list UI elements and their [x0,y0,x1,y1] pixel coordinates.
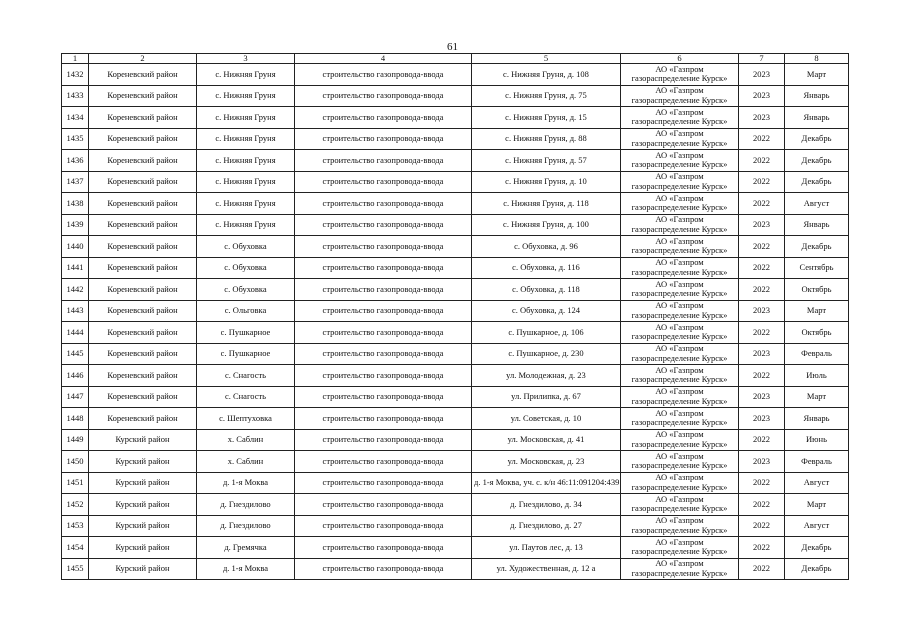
year-cell: 2023 [739,343,785,365]
month-cell: Декабрь [785,537,849,559]
organization-name-line-1: АО «Газпром [655,515,704,526]
work-type-cell: строительство газопровода-ввода [295,193,472,215]
district-cell: Курский район [89,472,197,494]
address-cell: ул. Московская, д. 41 [472,429,621,451]
year-cell: 2023 [739,386,785,408]
district-cell: Кореневский район [89,300,197,322]
organization-name-line-1: АО «Газпром [655,364,704,375]
year-cell: 2022 [739,279,785,301]
organization-name-line-1: АО «Газпром [655,450,704,461]
organization-name-line-1: АО «Газпром [655,386,704,397]
row-number-cell: 1433 [62,85,89,107]
year-cell: 2022 [739,236,785,258]
organization-cell [621,558,739,580]
table-row [62,64,849,86]
district-cell: Кореневский район [89,408,197,430]
organization-name-line-2: газораспределение Курск» [631,180,728,191]
organization-cell [621,429,739,451]
work-type-cell: строительство газопровода-ввода [295,214,472,236]
work-type-cell: строительство газопровода-ввода [295,408,472,430]
district-cell: Кореневский район [89,85,197,107]
table-row [62,408,849,430]
row-number-cell: 1438 [62,193,89,215]
locality-cell: с. Обуховка [197,236,295,258]
address-cell: с. Пушкарное, д. 230 [472,343,621,365]
address-cell: с. Нижняя Груня, д. 100 [472,214,621,236]
organization-name-line-2: газораспределение Курск» [631,159,728,170]
month-cell: Декабрь [785,171,849,193]
year-cell: 2022 [739,494,785,516]
row-number-cell: 1445 [62,343,89,365]
month-cell: Март [785,300,849,322]
organization-name-line-2: газораспределение Курск» [631,137,728,148]
year-cell: 2022 [739,515,785,537]
row-number-cell: 1440 [62,236,89,258]
locality-cell: с. Нижняя Груня [197,107,295,129]
address-cell: с. Нижняя Груня, д. 118 [472,193,621,215]
row-number-cell: 1436 [62,150,89,172]
organization-name-line-2: газораспределение Курск» [631,503,728,514]
address-cell: с. Нижняя Груня, д. 108 [472,64,621,86]
organization-cell [621,193,739,215]
district-cell: Кореневский район [89,150,197,172]
locality-cell: с. Обуховка [197,279,295,301]
organization-name-line-2: газораспределение Курск» [631,567,728,578]
organization-name-line-2: газораспределение Курск» [631,374,728,385]
year-cell: 2023 [739,85,785,107]
work-type-cell: строительство газопровода-ввода [295,386,472,408]
row-number-cell: 1434 [62,107,89,129]
organization-cell [621,279,739,301]
address-cell: с. Обуховка, д. 96 [472,236,621,258]
address-cell: ул. Советская, д. 10 [472,408,621,430]
district-cell: Кореневский район [89,128,197,150]
district-cell: Кореневский район [89,279,197,301]
locality-cell: х. Саблин [197,429,295,451]
work-type-cell: строительство газопровода-ввода [295,494,472,516]
organization-cell [621,85,739,107]
row-number-cell: 1441 [62,257,89,279]
column-number-2: 2 [89,54,197,64]
year-cell: 2022 [739,429,785,451]
district-cell: Кореневский район [89,386,197,408]
year-cell: 2023 [739,64,785,86]
organization-cell [621,386,739,408]
organization-name-line-2: газораспределение Курск» [631,395,728,406]
address-cell: с. Нижняя Груня, д. 10 [472,171,621,193]
organization-name-line-1: АО «Газпром [655,493,704,504]
locality-cell: д. Гнездилово [197,515,295,537]
address-cell: ул. Московская, д. 23 [472,451,621,473]
month-cell: Март [785,386,849,408]
month-cell: Декабрь [785,236,849,258]
table-row [62,214,849,236]
organization-name-line-2: газораспределение Курск» [631,266,728,277]
table-row [62,128,849,150]
month-cell: Февраль [785,343,849,365]
row-number-cell: 1435 [62,128,89,150]
column-number-5: 5 [472,54,621,64]
organization-name-line-1: АО «Газпром [655,536,704,547]
work-type-cell: строительство газопровода-ввода [295,472,472,494]
address-cell: с. Обуховка, д. 118 [472,279,621,301]
locality-cell: с. Обуховка [197,257,295,279]
row-number-cell: 1443 [62,300,89,322]
month-cell: Сентябрь [785,257,849,279]
organization-cell [621,214,739,236]
row-number-cell: 1450 [62,451,89,473]
year-cell: 2022 [739,150,785,172]
year-cell: 2022 [739,257,785,279]
row-number-cell: 1439 [62,214,89,236]
address-cell: д. Гнездилово, д. 34 [472,494,621,516]
row-number-cell: 1453 [62,515,89,537]
locality-cell: д. 1-я Моква [197,472,295,494]
table-row [62,386,849,408]
locality-cell: с. Ольговка [197,300,295,322]
organization-name-line-1: АО «Газпром [655,429,704,440]
organization-cell [621,107,739,129]
row-number-cell: 1437 [62,171,89,193]
month-cell: Март [785,494,849,516]
table-row [62,279,849,301]
organization-name-line-2: газораспределение Курск» [631,202,728,213]
locality-cell: с. Нижняя Груня [197,64,295,86]
organization-name-line-1: АО «Газпром [655,214,704,225]
organization-name-line-2: газораспределение Курск» [631,331,728,342]
month-cell: Август [785,515,849,537]
row-number-cell: 1446 [62,365,89,387]
month-cell: Август [785,193,849,215]
work-type-cell: строительство газопровода-ввода [295,171,472,193]
month-cell: Январь [785,107,849,129]
month-cell: Июль [785,365,849,387]
work-type-cell: строительство газопровода-ввода [295,128,472,150]
work-type-cell: строительство газопровода-ввода [295,451,472,473]
year-cell: 2022 [739,128,785,150]
organization-cell [621,257,739,279]
work-type-cell: строительство газопровода-ввода [295,515,472,537]
organization-cell [621,128,739,150]
locality-cell: с. Пушкарное [197,322,295,344]
address-cell: с. Нижняя Груня, д. 57 [472,150,621,172]
year-cell: 2022 [739,558,785,580]
table-row [62,558,849,580]
district-cell: Кореневский район [89,193,197,215]
column-number-8: 8 [785,54,849,64]
row-number-cell: 1451 [62,472,89,494]
locality-cell: с. Нижняя Груня [197,85,295,107]
locality-cell: с. Снагость [197,365,295,387]
table-row [62,494,849,516]
district-cell: Курский район [89,451,197,473]
year-cell: 2022 [739,322,785,344]
address-cell: д. 1-я Моква, уч. с. к/н 46:11:091204:439 [472,472,621,494]
row-number-cell: 1452 [62,494,89,516]
year-cell: 2023 [739,300,785,322]
gas-connection-registry-table [61,53,849,580]
locality-cell: с. Нижняя Груня [197,150,295,172]
table-body [62,64,849,580]
district-cell: Кореневский район [89,214,197,236]
month-cell: Февраль [785,451,849,473]
organization-name-line-1: АО «Газпром [655,558,704,569]
work-type-cell: строительство газопровода-ввода [295,279,472,301]
table-row [62,429,849,451]
organization-name-line-2: газораспределение Курск» [631,94,728,105]
organization-name-line-1: АО «Газпром [655,321,704,332]
column-number-1: 1 [62,54,89,64]
work-type-cell: строительство газопровода-ввода [295,537,472,559]
organization-name-line-2: газораспределение Курск» [631,460,728,471]
organization-cell [621,451,739,473]
address-cell: ул. Молодежная, д. 23 [472,365,621,387]
organization-name-line-1: АО «Газпром [655,192,704,203]
organization-name-line-1: АО «Газпром [655,149,704,160]
organization-name-line-1: АО «Газпром [655,278,704,289]
organization-cell [621,365,739,387]
organization-name-line-2: газораспределение Курск» [631,438,728,449]
organization-cell [621,343,739,365]
organization-cell [621,64,739,86]
locality-cell: с. Шептуховка [197,408,295,430]
table-row [62,300,849,322]
organization-name-line-1: АО «Газпром [655,106,704,117]
row-number-cell: 1447 [62,386,89,408]
organization-name-line-2: газораспределение Курск» [631,116,728,127]
locality-cell: д. Гремячка [197,537,295,559]
table-row [62,107,849,129]
organization-name-line-2: газораспределение Курск» [631,352,728,363]
table-row [62,85,849,107]
work-type-cell: строительство газопровода-ввода [295,64,472,86]
year-cell: 2022 [739,171,785,193]
column-number-7: 7 [739,54,785,64]
district-cell: Курский район [89,429,197,451]
work-type-cell: строительство газопровода-ввода [295,365,472,387]
district-cell: Курский район [89,494,197,516]
row-number-cell: 1442 [62,279,89,301]
organization-name-line-1: АО «Газпром [655,257,704,268]
address-cell: д. Гнездилово, д. 27 [472,515,621,537]
column-number-6: 6 [621,54,739,64]
locality-cell: с. Пушкарное [197,343,295,365]
table-row [62,365,849,387]
organization-name-line-2: газораспределение Курск» [631,223,728,234]
locality-cell: д. Гнездилово [197,494,295,516]
organization-name-line-1: АО «Газпром [655,235,704,246]
organization-name-line-2: газораспределение Курск» [631,417,728,428]
work-type-cell: строительство газопровода-ввода [295,300,472,322]
address-cell: ул. Прилипка, д. 67 [472,386,621,408]
month-cell: Март [785,64,849,86]
column-number-header-row [62,54,849,64]
locality-cell: с. Нижняя Груня [197,171,295,193]
row-number-cell: 1432 [62,64,89,86]
address-cell: ул. Паутов лес, д. 13 [472,537,621,559]
month-cell: Январь [785,85,849,107]
organization-name-line-2: газораспределение Курск» [631,481,728,492]
district-cell: Кореневский район [89,257,197,279]
month-cell: Декабрь [785,558,849,580]
work-type-cell: строительство газопровода-ввода [295,236,472,258]
organization-name-line-1: АО «Газпром [655,472,704,483]
organization-cell [621,494,739,516]
district-cell: Курский район [89,558,197,580]
table-row [62,171,849,193]
locality-cell: с. Нижняя Груня [197,193,295,215]
table-row [62,537,849,559]
address-cell: с. Обуховка, д. 124 [472,300,621,322]
organization-name-line-2: газораспределение Курск» [631,73,728,84]
year-cell: 2023 [739,408,785,430]
district-cell: Курский район [89,537,197,559]
organization-cell [621,150,739,172]
table-row [62,236,849,258]
organization-cell [621,408,739,430]
organization-name-line-2: газораспределение Курск» [631,309,728,320]
month-cell: Август [785,472,849,494]
organization-name-line-2: газораспределение Курск» [631,524,728,535]
year-cell: 2022 [739,193,785,215]
district-cell: Кореневский район [89,64,197,86]
address-cell: с. Пушкарное, д. 106 [472,322,621,344]
district-cell: Кореневский район [89,322,197,344]
row-number-cell: 1448 [62,408,89,430]
year-cell: 2022 [739,472,785,494]
table-row [62,150,849,172]
district-cell: Курский район [89,515,197,537]
organization-name-line-2: газораспределение Курск» [631,546,728,557]
address-cell: ул. Художественная, д. 12 а [472,558,621,580]
table-row [62,193,849,215]
row-number-cell: 1455 [62,558,89,580]
column-number-4: 4 [295,54,472,64]
month-cell: Январь [785,408,849,430]
work-type-cell: строительство газопровода-ввода [295,429,472,451]
table-row [62,257,849,279]
locality-cell: с. Снагость [197,386,295,408]
month-cell: Октябрь [785,279,849,301]
district-cell: Кореневский район [89,343,197,365]
page-number: 61 [447,41,458,53]
month-cell: Октябрь [785,322,849,344]
district-cell: Кореневский район [89,365,197,387]
table-row [62,322,849,344]
organization-name-line-1: АО «Газпром [655,63,704,74]
organization-name-line-1: АО «Газпром [655,128,704,139]
organization-cell [621,236,739,258]
organization-name-line-2: газораспределение Курск» [631,245,728,256]
table-row [62,451,849,473]
work-type-cell: строительство газопровода-ввода [295,257,472,279]
address-cell: с. Нижняя Груня, д. 75 [472,85,621,107]
organization-cell [621,472,739,494]
address-cell: с. Обуховка, д. 116 [472,257,621,279]
organization-name-line-1: АО «Газпром [655,343,704,354]
organization-name-line-1: АО «Газпром [655,85,704,96]
locality-cell: с. Нижняя Груня [197,128,295,150]
organization-cell [621,300,739,322]
row-number-cell: 1454 [62,537,89,559]
organization-name-line-1: АО «Газпром [655,300,704,311]
organization-cell [621,171,739,193]
address-cell: с. Нижняя Груня, д. 15 [472,107,621,129]
row-number-cell: 1444 [62,322,89,344]
month-cell: Июнь [785,429,849,451]
organization-cell [621,322,739,344]
district-cell: Кореневский район [89,107,197,129]
locality-cell: с. Нижняя Груня [197,214,295,236]
table-row [62,343,849,365]
organization-name-line-1: АО «Газпром [655,171,704,182]
district-cell: Кореневский район [89,171,197,193]
district-cell: Кореневский район [89,236,197,258]
work-type-cell: строительство газопровода-ввода [295,322,472,344]
work-type-cell: строительство газопровода-ввода [295,85,472,107]
organization-cell [621,537,739,559]
organization-name-line-2: газораспределение Курск» [631,288,728,299]
month-cell: Декабрь [785,150,849,172]
address-cell: с. Нижняя Груня, д. 88 [472,128,621,150]
locality-cell: д. 1-я Моква [197,558,295,580]
row-number-cell: 1449 [62,429,89,451]
month-cell: Декабрь [785,128,849,150]
work-type-cell: строительство газопровода-ввода [295,150,472,172]
locality-cell: х. Саблин [197,451,295,473]
work-type-cell: строительство газопровода-ввода [295,558,472,580]
year-cell: 2023 [739,214,785,236]
column-number-3: 3 [197,54,295,64]
month-cell: Январь [785,214,849,236]
year-cell: 2022 [739,365,785,387]
work-type-cell: строительство газопровода-ввода [295,107,472,129]
table-row [62,515,849,537]
year-cell: 2023 [739,107,785,129]
organization-name-line-1: АО «Газпром [655,407,704,418]
year-cell: 2023 [739,451,785,473]
organization-cell [621,515,739,537]
year-cell: 2022 [739,537,785,559]
work-type-cell: строительство газопровода-ввода [295,343,472,365]
table-row [62,472,849,494]
